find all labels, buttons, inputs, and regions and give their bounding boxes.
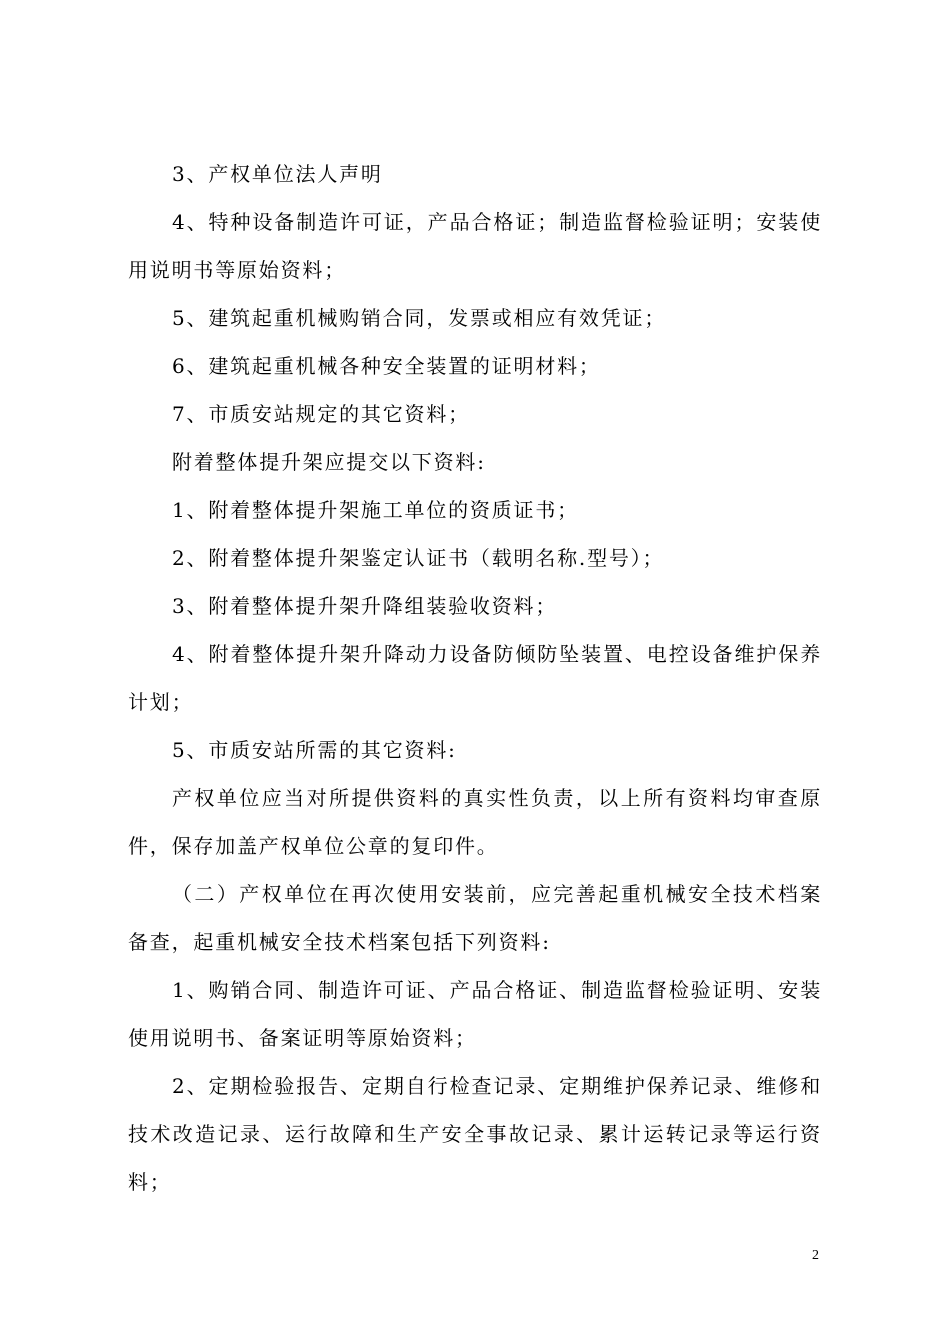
paragraph-7: 1、附着整体提升架施工单位的资质证书； <box>172 498 579 522</box>
paragraph-1: 3、产权单位法人声明 <box>172 162 383 186</box>
document-body <box>128 150 822 1206</box>
paragraph-15: 2、定期检验报告、定期自行检查记录、定期维护保养记录、维修和技术改造记录、运行故障和生产安全事故记录、累计运转记录等运行资料； <box>128 1074 822 1194</box>
paragraph-12: 产权单位应当对所提供资料的真实性负责，以上所有资料均审查原件，保存加盖产权单位公章的复印件。 <box>128 786 822 858</box>
section-heading-two: （二）产权单位在再次使用安装前，应完善起重机械安全技术档案备查，起重机械安全技术档案包括下列资料: <box>128 882 822 954</box>
paragraph-5: 7、市质安站规定的其它资料； <box>172 402 470 426</box>
page-number: 2 <box>812 1248 819 1263</box>
paragraph-2: 4、特种设备制造许可证，产品合格证；制造监督检验证明；安装使用说明书等原始资料； <box>128 210 822 282</box>
paragraph-11: 5、市质安站所需的其它资料: <box>172 738 457 762</box>
paragraph-10: 4、附着整体提升架升降动力设备防倾防坠装置、电控设备维护保养计划； <box>128 642 822 714</box>
paragraph-8: 2、附着整体提升架鉴定认证书（载明名称.型号）； <box>172 546 665 570</box>
paragraph-3: 5、建筑起重机械购销合同，发票或相应有效凭证； <box>172 306 667 330</box>
paragraph-4: 6、建筑起重机械各种安全装置的证明材料； <box>172 354 601 378</box>
section-heading-lifting-frame: 附着整体提升架应提交以下资料: <box>172 450 486 474</box>
paragraph-14: 1、购销合同、制造许可证、产品合格证、制造监督检验证明、安装使用说明书、备案证明等原始资料； <box>128 978 822 1050</box>
paragraph-9: 3、附着整体提升架升降组装验收资料； <box>172 594 558 618</box>
